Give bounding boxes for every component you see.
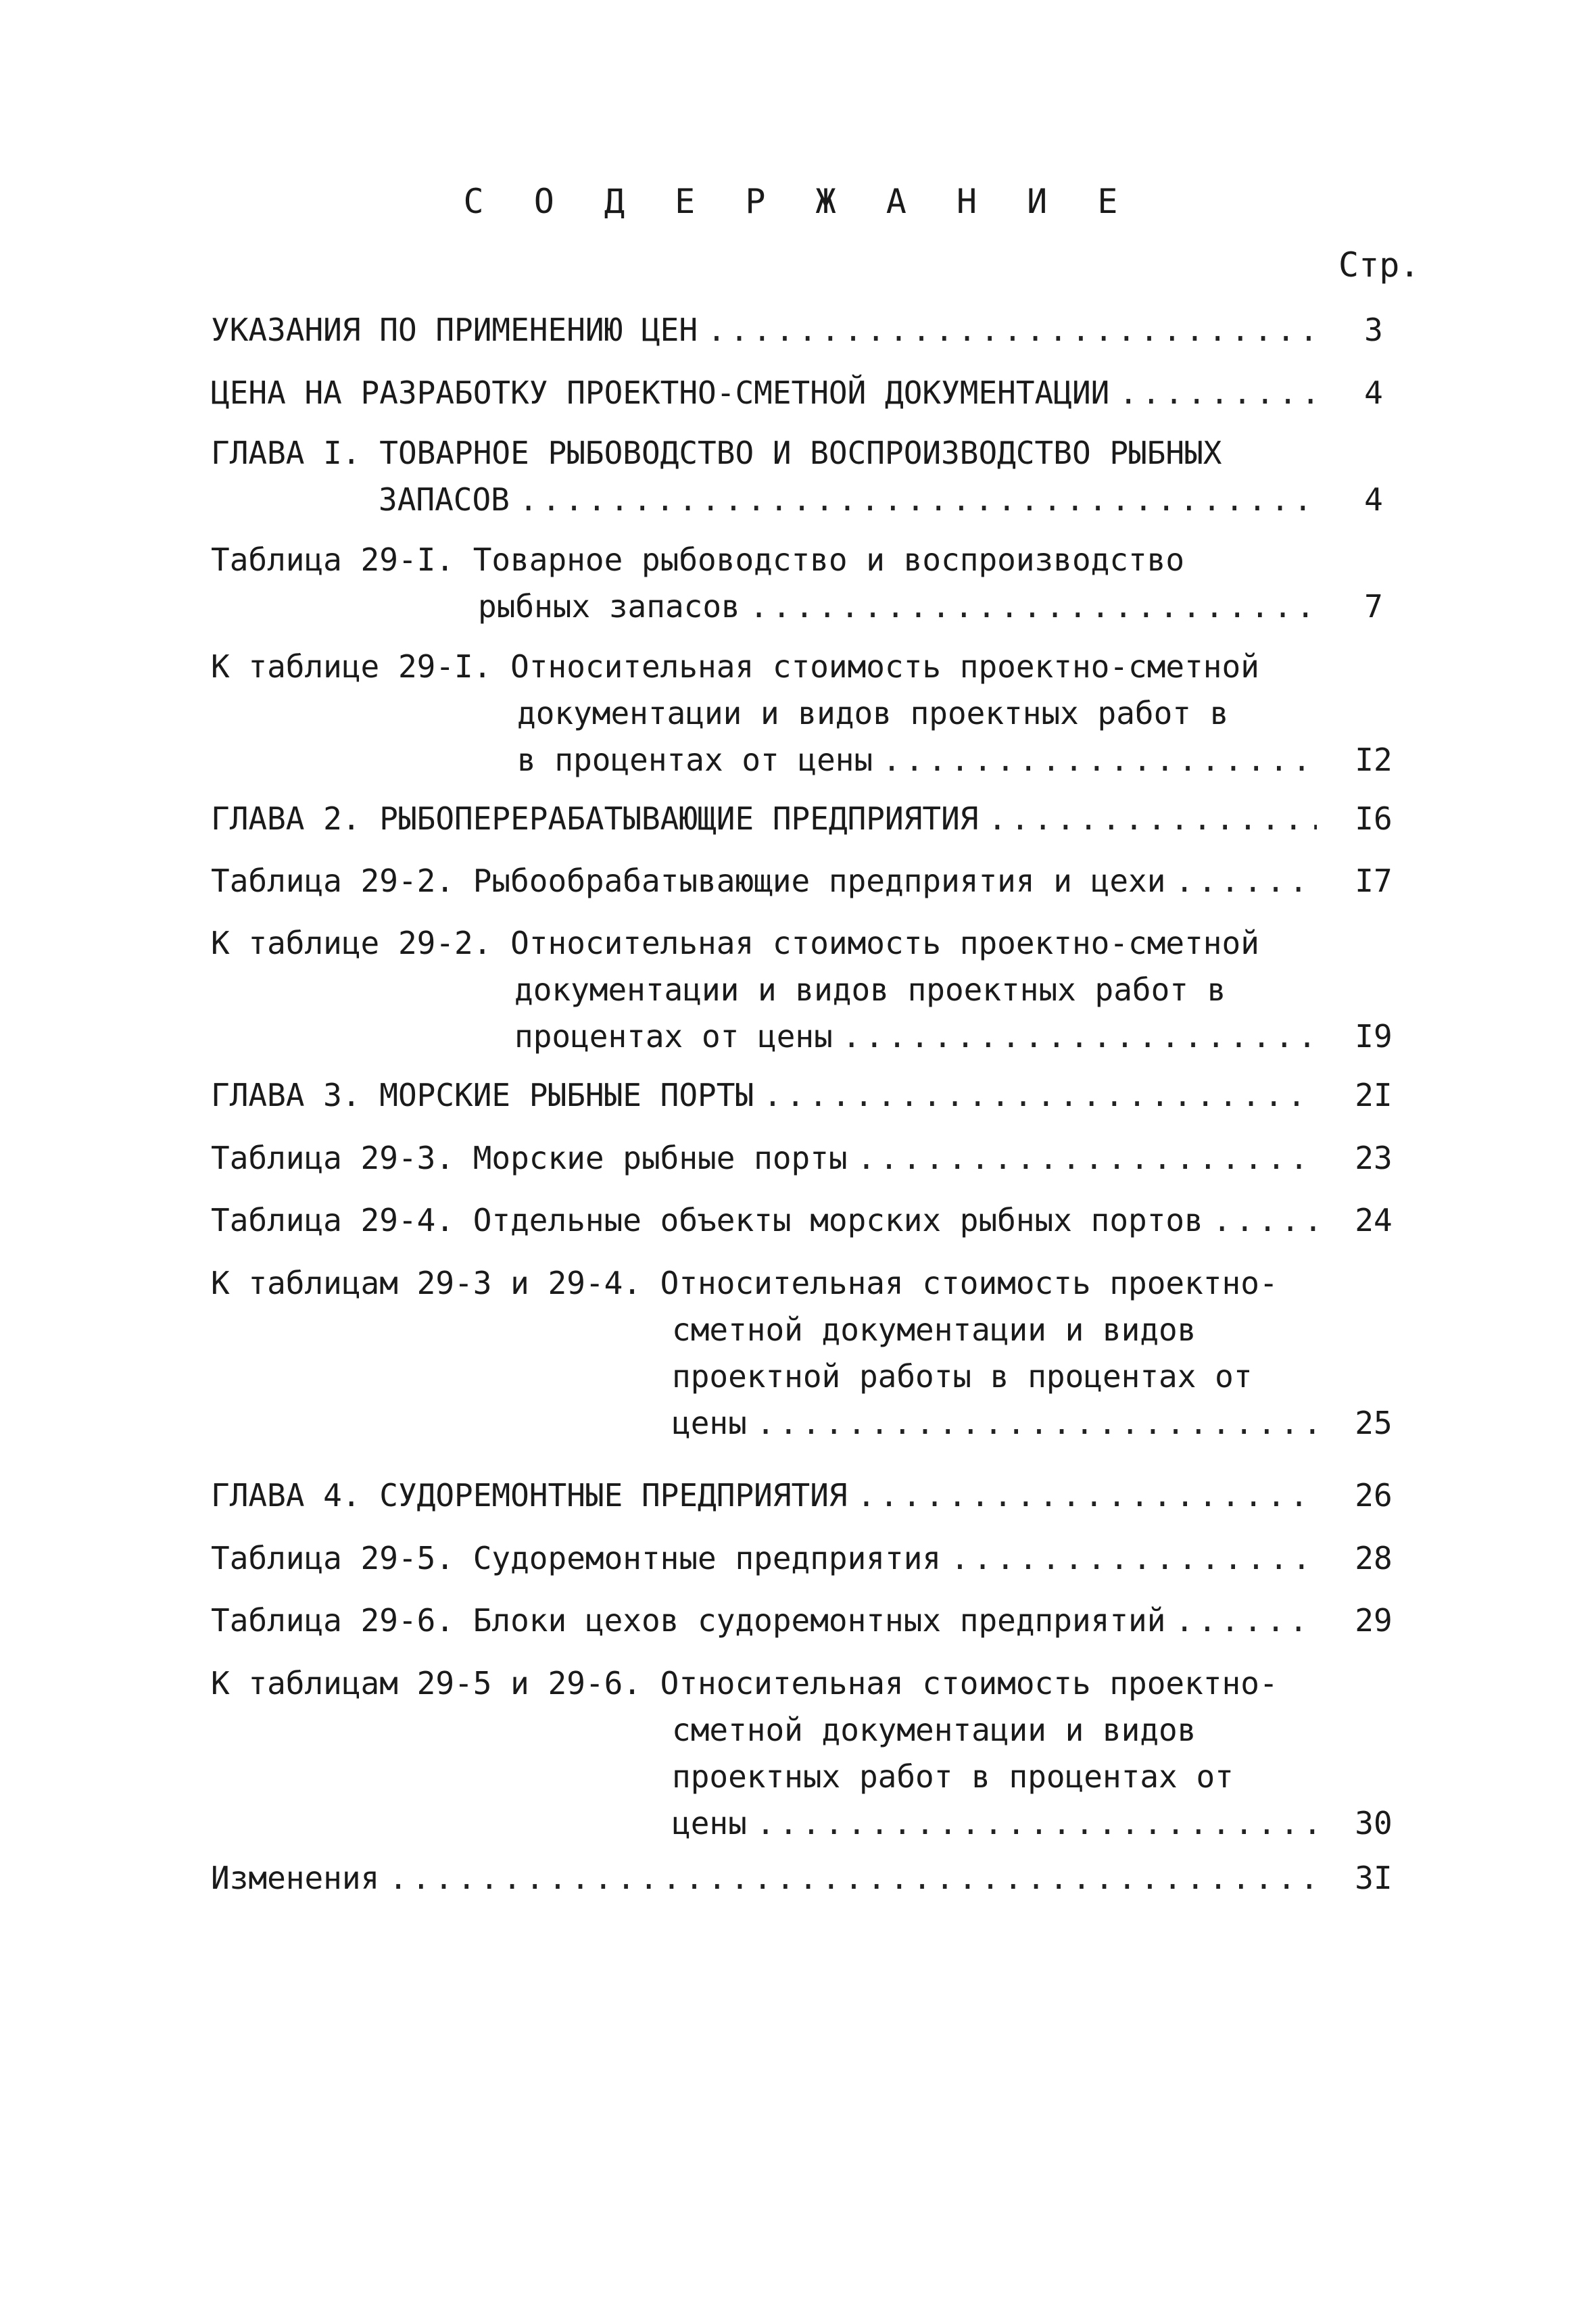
toc-entry-last-line xyxy=(211,311,1326,349)
toc-entry-line xyxy=(211,648,1259,685)
toc-entry-text: ЗАПАСОВ xyxy=(379,481,510,518)
dot-leader xyxy=(756,1404,1317,1442)
dot-leader xyxy=(756,1804,1317,1842)
toc-entry-text: Таблица 29-6. Блоки цехов судоремонтных предприятий xyxy=(211,1602,1166,1639)
toc-page-number: I9 xyxy=(1355,1018,1393,1055)
toc-entry-text: Таблица 29-I. Товарное рыбоводство и воспроизводство xyxy=(211,541,1185,578)
toc-entry-line xyxy=(672,1758,1234,1795)
toc-entry-line xyxy=(672,1357,1253,1395)
dot-leader xyxy=(882,741,1317,779)
toc-entry-text: К таблицам 29-5 и 29-6. Относительная стоимость проектно- xyxy=(211,1665,1278,1702)
toc-entry-text: Таблица 29-4. Отдельные объекты морских рыбных портов xyxy=(211,1202,1203,1238)
dot-leader xyxy=(857,1476,1317,1514)
toc-page-number: I7 xyxy=(1355,863,1393,899)
toc-page-number: I2 xyxy=(1355,742,1393,778)
toc-page-number: 24 xyxy=(1355,1202,1393,1238)
toc-entry-text: Таблица 29-2. Рыбообрабатывающие предприятия и цехи xyxy=(211,863,1166,899)
toc-entry-text: процентах от цены xyxy=(514,1018,833,1055)
toc-page-number: 29 xyxy=(1355,1602,1393,1639)
toc-page-number: 4 xyxy=(1364,481,1383,518)
toc-page-number: 25 xyxy=(1355,1405,1393,1441)
toc-entry-text: Таблица 29-3. Морские рыбные порты xyxy=(211,1140,848,1176)
toc-entry-line xyxy=(211,1664,1278,1702)
toc-page-number: 30 xyxy=(1355,1805,1393,1841)
page-title: С О Д Е Р Ж А Н И Е xyxy=(463,182,1133,221)
toc-page-number: 3 xyxy=(1364,312,1383,348)
dot-leader xyxy=(1175,862,1317,900)
toc-entry-line xyxy=(211,434,1222,472)
toc-entry-line xyxy=(211,924,1259,962)
toc-entry-text: цены xyxy=(672,1405,747,1441)
toc-entry-last-line xyxy=(211,800,1326,838)
toc-entry-text: документации и видов проектных работ в xyxy=(514,971,1226,1008)
toc-entry-text: ГЛАВА 4. СУДОРЕМОНТНЫЕ ПРЕДПРИЯТИЯ xyxy=(211,1477,848,1514)
toc-entry-text: цены xyxy=(672,1805,747,1841)
toc-entry-last-line xyxy=(672,1404,1326,1442)
toc-page-number: I6 xyxy=(1355,800,1393,837)
toc-entry-line xyxy=(672,1311,1196,1349)
toc-page-number: 28 xyxy=(1355,1540,1393,1576)
dot-leader xyxy=(519,481,1317,518)
dot-leader xyxy=(389,1859,1317,1897)
dot-leader xyxy=(1213,1201,1317,1239)
toc-entry-text: сметной документации и видов xyxy=(672,1311,1196,1348)
dot-leader xyxy=(857,1139,1317,1177)
toc-entry-text: документации и видов проектных работ в xyxy=(517,695,1229,731)
dot-leader xyxy=(763,1076,1317,1114)
toc-entry-text: УКАЗАНИЯ ПО ПРИМЕНЕНИЮ ЦЕН xyxy=(211,312,698,348)
toc-page-number: 2I xyxy=(1355,1077,1393,1113)
toc-entry-last-line xyxy=(211,1139,1326,1177)
toc-entry-last-line xyxy=(211,862,1326,900)
toc-entry-last-line xyxy=(211,374,1326,412)
toc-entry-last-line xyxy=(211,1601,1326,1639)
toc-entry-last-line xyxy=(211,1476,1326,1514)
toc-entry-text: ГЛАВА I. ТОВАРНОЕ РЫБОВОДСТВО И ВОСПРОИЗВОДСТВО РЫБНЫХ xyxy=(211,435,1222,471)
toc-entry-text: К таблице 29-I. Относительная стоимость проектно-сметной xyxy=(211,648,1259,685)
toc-entry-last-line xyxy=(478,587,1326,625)
toc-entry-line xyxy=(211,541,1184,579)
toc-entry-text: ЦЕНА НА РАЗРАБОТКУ ПРОЕКТНО-СМЕТНОЙ ДОКУМЕНТАЦИИ xyxy=(211,375,1110,411)
dot-leader xyxy=(707,311,1317,349)
toc-entry-text: рыбных запасов xyxy=(478,588,740,625)
toc-entry-last-line xyxy=(517,741,1326,779)
toc-page-number: 26 xyxy=(1355,1477,1393,1514)
toc-entry-last-line xyxy=(211,1539,1326,1577)
toc-page-number: 7 xyxy=(1364,588,1383,625)
toc-entry-last-line xyxy=(211,1076,1326,1114)
toc-page-number: 23 xyxy=(1355,1140,1393,1176)
toc-entry-line xyxy=(514,971,1226,1009)
toc-page-number: 4 xyxy=(1364,375,1383,411)
toc-entry-text: проектных работ в процентах от xyxy=(672,1758,1234,1795)
toc-entry-last-line xyxy=(211,1201,1326,1239)
page-column-header: Стр. xyxy=(1338,245,1420,285)
dot-leader xyxy=(842,1017,1317,1055)
toc-entry-text: К таблице 29-2. Относительная стоимость проектно-сметной xyxy=(211,925,1259,961)
toc-entry-line xyxy=(211,1264,1278,1302)
toc-entry-text: Изменения xyxy=(211,1860,380,1896)
toc-entry-text: ГЛАВА 2. РЫБОПЕРЕРАБАТЫВАЮЩИЕ ПРЕДПРИЯТИЯ xyxy=(211,800,979,837)
toc-entry-text: сметной документации и видов xyxy=(672,1712,1196,1748)
toc-entry-line xyxy=(672,1711,1196,1749)
toc-entry-text: К таблицам 29-3 и 29-4. Относительная стоимость проектно- xyxy=(211,1265,1278,1301)
toc-page-number: 3I xyxy=(1355,1860,1393,1896)
toc-entry-line xyxy=(517,694,1228,732)
toc-entry-last-line xyxy=(379,481,1326,518)
toc-entry-text: в процентах от цены xyxy=(517,742,873,778)
toc-entry-last-line xyxy=(672,1804,1326,1842)
dot-leader xyxy=(950,1539,1317,1577)
toc-entry-last-line xyxy=(211,1859,1326,1897)
dot-leader xyxy=(1175,1601,1317,1639)
toc-entry-text: проектной работы в процентах от xyxy=(672,1358,1253,1395)
toc-entry-last-line xyxy=(514,1017,1326,1055)
dot-leader xyxy=(750,587,1317,625)
toc-entry-text: Таблица 29-5. Судоремонтные предприятия xyxy=(211,1540,942,1576)
dot-leader xyxy=(988,800,1317,838)
toc-entry-text: ГЛАВА 3. МОРСКИЕ РЫБНЫЕ ПОРТЫ xyxy=(211,1077,754,1113)
dot-leader xyxy=(1119,374,1317,412)
